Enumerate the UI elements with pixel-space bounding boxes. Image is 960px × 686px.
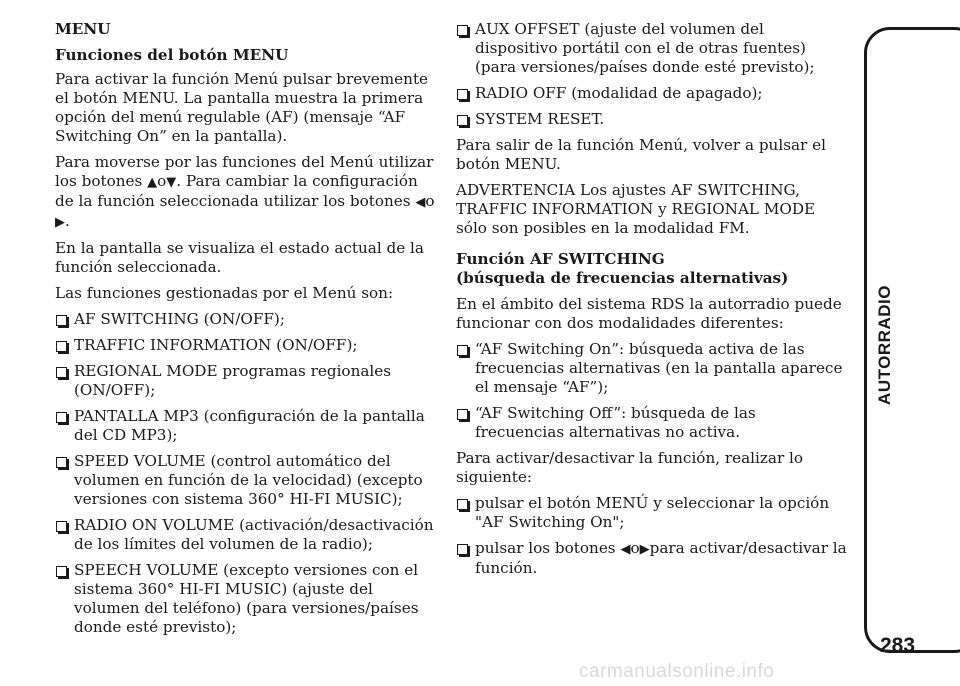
checkbox-bullet-icon [56, 412, 67, 423]
paragraph: Las funciones gestionadas por el Menú son: [55, 284, 394, 302]
list-item: AUX OFFSET (ajuste del volumen del dispositivo portátil con el de otras fuentes) (para versiones/países donde esté previsto); [456, 20, 848, 77]
list-item: SPEED VOLUME (control automático del volumen en función de la velocidad) (excepto versiones con sistema 360° HI-FI MUSIC); [55, 452, 441, 509]
checkbox-bullet-icon [457, 345, 468, 356]
warning-paragraph: ADVERTENCIA Los ajustes AF SWITCHING, TRAFFIC INFORMATION y REGIONAL MODE sólo son posibles en la modalidad FM. [456, 181, 816, 237]
triangle-right-icon: ▶ [639, 542, 650, 557]
triangle-right-icon: ▶ [55, 215, 65, 230]
list-item: TRAFFIC INFORMATION (ON/OFF); [55, 336, 441, 355]
page-number: 283 [880, 634, 916, 657]
checkbox-bullet-icon [457, 115, 468, 126]
checkbox-bullet-icon [457, 25, 468, 36]
list-item: “AF Switching On”: búsqueda activa de las frecuencias alternativas (en la pantalla aparece el mensaje “AF”); [456, 340, 848, 397]
watermark: carmanualsonline.info [579, 661, 775, 682]
right-column [456, 20, 848, 585]
list-item: RADIO OFF (modalidad de apagado); [456, 84, 848, 103]
checkbox-bullet-icon [457, 544, 468, 555]
checkbox-bullet-icon [457, 499, 468, 510]
triangle-up-icon: ▲ [147, 175, 158, 190]
left-column [55, 20, 441, 644]
list-item: PANTALLA MP3 (configuración de la pantalla del CD MP3); [55, 407, 441, 445]
section-tab-label: AUTORRADIO [875, 285, 894, 405]
menu-heading: MENU [55, 20, 111, 38]
checkbox-bullet-icon [56, 566, 67, 577]
section-heading: Funciones del botón MENU [55, 46, 289, 64]
checkbox-bullet-icon [56, 341, 67, 352]
paragraph: Para activar la función Menú pulsar brevemente el botón MENU. La pantalla muestra la primera opción del menú regulable (AF) (mensaje “AF Switching On” en la pantalla). [55, 70, 429, 145]
checkbox-bullet-icon [457, 409, 468, 420]
paragraph-navigation: Para moverse por las funciones del Menú utilizar los botones ▲o▼. Para cambiar la configuración de la función seleccionada utilizar los botones ◀o ▶. [55, 153, 435, 230]
list-item: SPEECH VOLUME (excepto versiones con el sistema 360° HI-FI MUSIC) (ajuste del volumen del teléfono) (para versiones/países donde esté previsto); [55, 561, 441, 637]
checkbox-bullet-icon [56, 315, 67, 326]
paragraph: En la pantalla se visualiza el estado actual de la función seleccionada. [55, 239, 424, 276]
list-item: AF SWITCHING (ON/OFF); [55, 310, 441, 329]
triangle-left-icon: ◀ [415, 195, 426, 210]
list-item: “AF Switching Off”: búsqueda de las frecuencias alternativas no activa. [456, 404, 848, 442]
af-switching-heading: Función AF SWITCHING (búsqueda de frecuencias alternativas) [456, 250, 789, 287]
paragraph: Para salir de la función Menú, volver a pulsar el botón MENU. [456, 136, 826, 173]
checkbox-bullet-icon [56, 521, 67, 532]
checkbox-bullet-icon [56, 367, 67, 378]
list-item: REGIONAL MODE programas regionales (ON/OFF); [55, 362, 441, 400]
list-item: SYSTEM RESET. [456, 110, 848, 129]
triangle-left-icon: ◀ [620, 542, 631, 557]
checkbox-bullet-icon [457, 89, 468, 100]
list-item: pulsar el botón MENÚ y seleccionar la opción "AF Switching On"; [456, 494, 848, 532]
triangle-down-icon: ▼ [166, 175, 177, 190]
list-item: RADIO ON VOLUME (activación/desactivación de los límites del volumen de la radio); [55, 516, 441, 554]
paragraph: Para activar/desactivar la función, realizar lo siguiente: [456, 449, 804, 486]
paragraph: En el ámbito del sistema RDS la autorradio puede funcionar con dos modalidades diferentes: [456, 295, 842, 332]
checkbox-bullet-icon [56, 457, 67, 468]
list-item: pulsar los botones ◀o▶para activar/desactivar la función. [456, 539, 848, 578]
